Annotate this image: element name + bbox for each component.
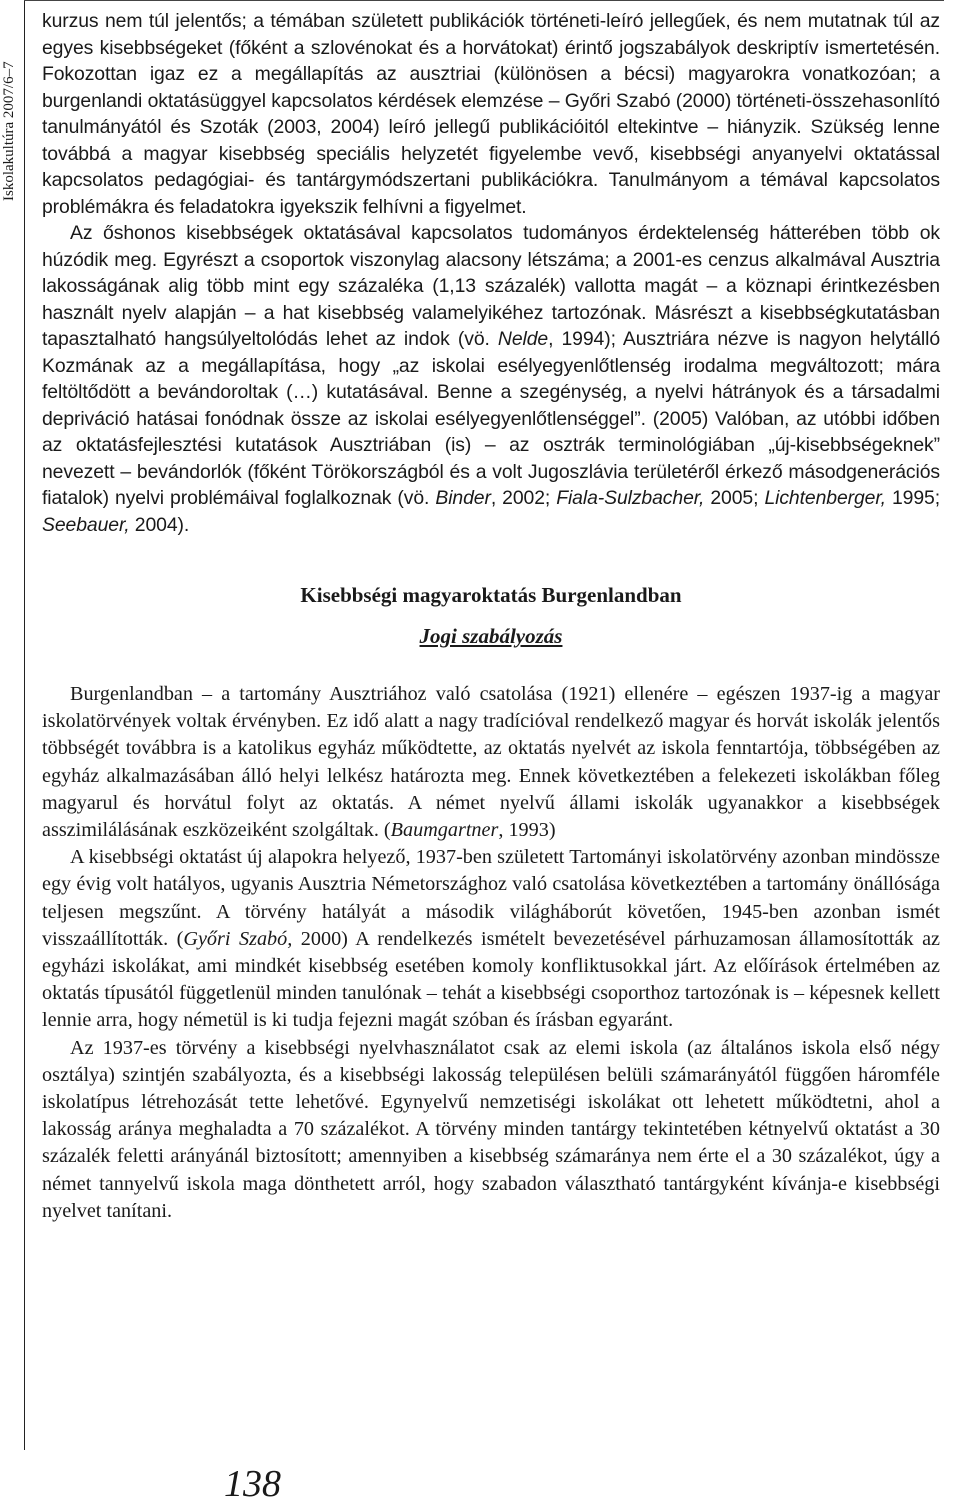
citation: Baumgartner xyxy=(390,819,499,842)
citation: Fiala-Sulzbacher, xyxy=(556,487,705,509)
running-head: Iskolakultúra 2007/6–7 xyxy=(1,61,17,201)
section-title: Kisebbségi magyaroktatás Burgenlandban xyxy=(300,583,682,607)
citation: Győri Szabó, xyxy=(183,927,293,950)
intro-p2-text-3: , 2002; xyxy=(490,487,557,509)
intro-p1-text: kurzus nem túl jelentős; a témában született publikációk történeti-leíró jellegűek, és nem mutatnak túl az egyes kisebbségeket (főként a szlovénokat és a horvátokat) érintő jogszabályok deskriptív ismertetésén. Fokozottan igaz ez a megállapítás az ausztriai (különösen a bécsi) magyarokra vonatkozóan; a burgenlandi oktatásüggyel kapcsolatos kérdések elemzése – Győri Szabó (2000) történeti-összehasonlító tanulmányától és Szoták (2003, 2004) leíró jellegű publikációitól eltekintve – hiányzik. Szükség lenne továbbá a magyar kisebbség speciális helyzetét figyelembe vevő, kisebbségi anyanyelvi oktatással kapcsolatos pedagógiai- és tantárgymódszertani publikációkra. Tanulmányom a témával kapcsolatos problémákra és feladatokra igyekszik felhívni a figyelmet. xyxy=(42,10,940,218)
intro-paragraph-2 xyxy=(42,220,940,538)
intro-p2-text-6: 2004). xyxy=(129,513,190,536)
intro-p2-text-2: , 1994); Ausztriára nézve is nagyon helytálló Kozmának az a megállapítása, hogy „az iskolai esélyegyenlőtlenség irodalma megváltozott; mára feltöltődött a bevándoroltak (…) kutatásával. Benne a szegénység, a nyelvi hátrányok és a társadalmi depriváció hatásai fonódnak össze az iskolai esélyegyenlőtlenséggel”. (2005) Valóban, az utóbbi időben az oktatásfejlesztési kutatások Ausztriában (is) – az osztrák terminológiában „új-kisebbségeknek” nevezett – bevándorlók (főként Törökországból és a volt Jugoszlávia területéről érkező másodgenerációs fiatalok) nyelvi problémáival foglalkoznak (vö. xyxy=(42,328,941,509)
body-paragraph-3 xyxy=(42,1035,940,1225)
top-rule xyxy=(24,0,944,1)
body-p1-text-2: , 1993) xyxy=(498,819,556,842)
intro-p2-text-5: 1995; xyxy=(885,487,940,509)
citation: Seebauer, xyxy=(42,513,130,536)
body-p2-text-1: A kisebbségi oktatást új alapokra helyező, 1937-ben született Tartományi iskolatörvény azonban mindössze egy évig volt hatályos, ugyanis Ausztria Németországhoz való csatolása következtében a tartomány önállósága teljesen megszűnt. A törvény hatályát a második világháborút követően, 1945-ben azonban ismét visszaállították. ( xyxy=(42,846,940,950)
citation: Nelde xyxy=(497,328,549,350)
body-p3-text: Az 1937-es törvény a kisebbségi nyelvhasználatot csak az elemi iskola (az általános iskola első négy osztálya) szintjén szabályozta, és a kisebbségi lakosság településen belüli számarányától függően háromféle iskolatípus létrehozását tette lehetővé. Egynyelvű nemzetiségi iskolákat ott lehetett működtetni, ahol a lakosság aránya meghaladta a 70 százalékot. A törvény minden tantárgy tekintetében kétnyelvű oktatást a 30 százalék feletti arányánál biztosított; amennyiben a kisebbség számaránya nem érte el a 30 százalékot, úgy a német tannyelvű iskola maga dönthetett arról, hogy szabadon választható tantárgyként kívánja-e kisebbségi nyelvet tanítani. xyxy=(42,1036,940,1222)
body-p1-text-1: Burgenlandban – a tartomány Ausztriához való csatolása (1921) ellenére – egészen 1937-ig a magyar iskolatörvények voltak érvényben. Ez idő alatt a nagy tradícióval rendelkező magyar és horvát iskolák jelentős többségét továbbra is a katolikus egyház működtette, az oktatás nyelvét az iskola fenntartója, többségében az egyház alkalmazásában álló helyi lelkész határozta meg. Ennek következtében a felekezeti iskolákban főleg magyarul és horvátul folyt az oktatás. A német nyelvű állami iskolák ugyanakkor a kisebbségek asszimilálásának eszközeiként szolgáltak. ( xyxy=(42,683,940,842)
body-p2-text-2: 2000) A rendelkezés ismételt bevezetésével párhuzamosan államosították az egyházi iskolákat, ami mindkét kisebbség esetében komoly konfliktusokkal járt. Az előírások értelmében az oktatás típusától függetlenül minden tanulónak – tehát a kisebbségi csoporthoz tartozónak is – képesnek kellett lennie arra, hogy németül is ki tudja fejezni magát szóban és írásban egyaránt. xyxy=(42,927,940,1032)
subsection-title: Jogi szabályozás xyxy=(419,624,563,648)
citation: Binder xyxy=(435,487,491,509)
intro-paragraph-1 xyxy=(42,8,940,220)
page-content xyxy=(42,8,940,1225)
page-number: 138 xyxy=(224,1463,281,1505)
intro-p2-text-1: Az őshonos kisebbségek oktatásával kapcsolatos tudományos érdektelenség hátterében több ok húzódik meg. Egyrészt a csoportok viszonylag alacsony létszáma; a 2001-es cenzus alkalmával Ausztria lakosságának alig több mint egy százaléka (1,13 százalék) vallotta magát – a köznapi érintkezésben használt nyelv alapján – a hat kisebbség valamelyikéhez tartozónak. Másrészt a kisebbségkutatásban tapasztalható hangsúlyeltolódás lehet az indok (vö. xyxy=(42,222,940,350)
body-paragraph-1 xyxy=(42,681,940,844)
margin-sidebar xyxy=(0,0,25,1450)
body-paragraph-2 xyxy=(42,844,940,1034)
intro-p2-text-4: 2005; xyxy=(704,487,765,509)
intro-section xyxy=(42,8,940,538)
body-section xyxy=(42,681,940,1225)
citation: Lichtenberger, xyxy=(764,487,886,509)
